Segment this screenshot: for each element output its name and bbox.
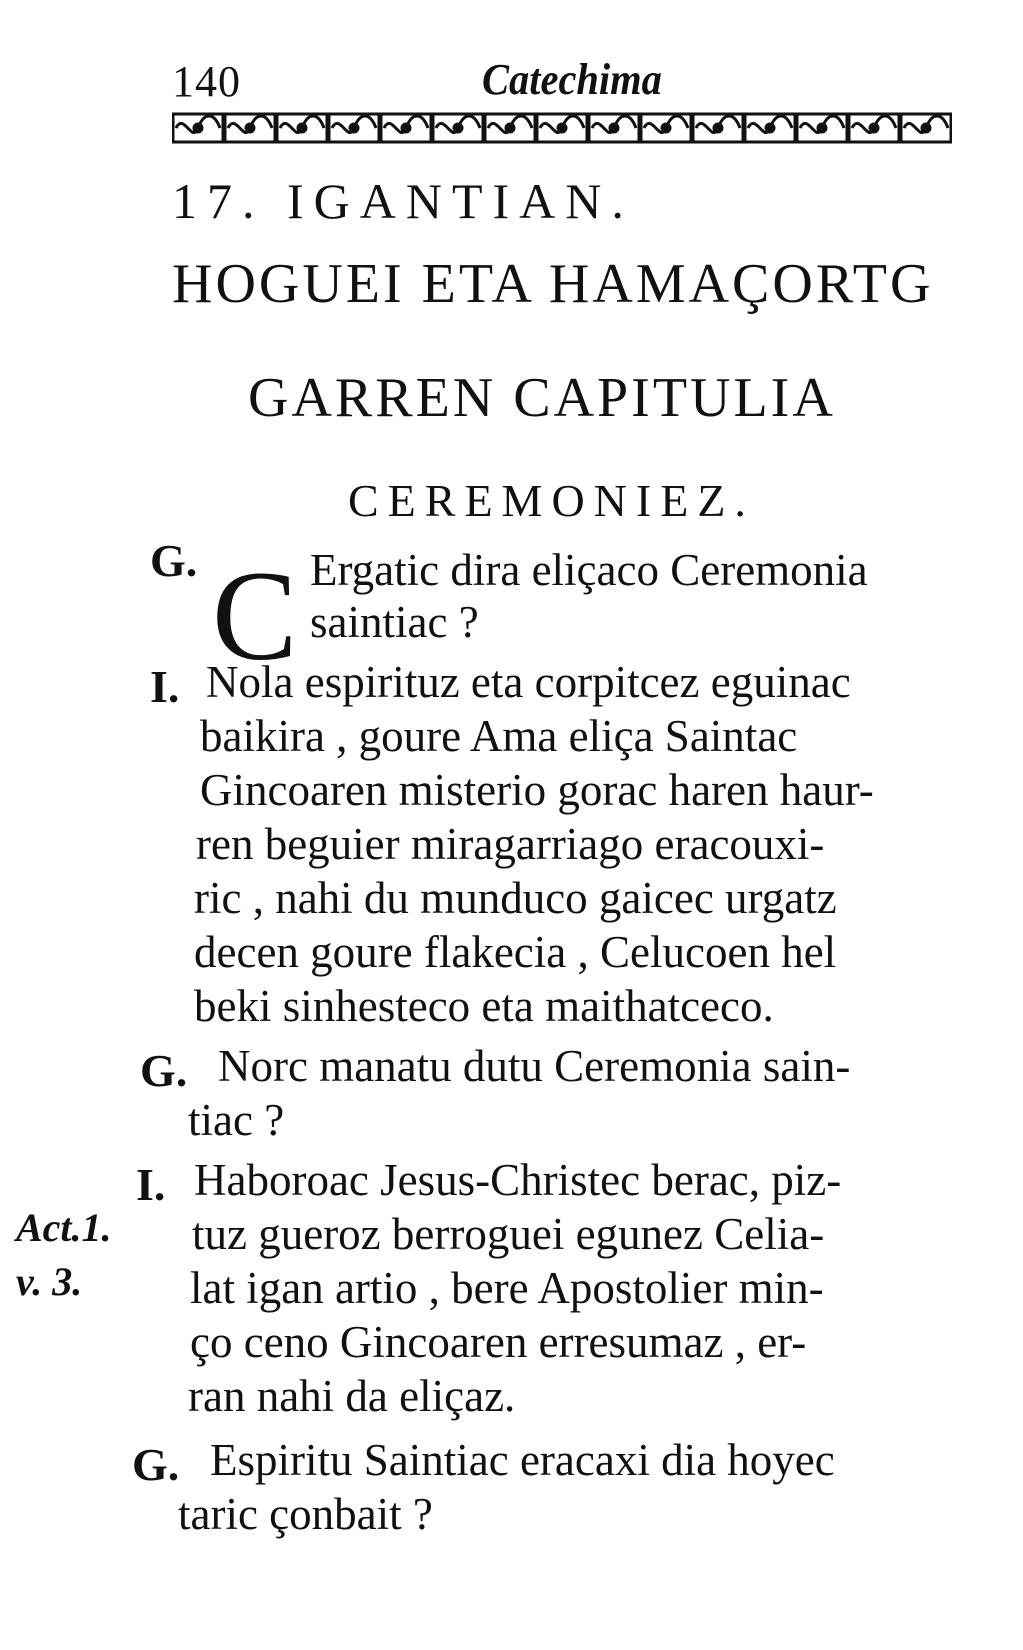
ornament-dot: [558, 124, 566, 132]
ornament-dot: [818, 124, 826, 132]
chapter-title-line-1: HOGUEI ETA HAMAÇORTG: [172, 253, 934, 315]
ornament-dot: [766, 124, 774, 132]
speaker-marker: G.: [150, 535, 198, 586]
text-line: Haboroac Jesus-Christec berac, piz-: [194, 1155, 842, 1205]
text-line: taric çonbait ?: [178, 1489, 433, 1539]
ornament-band: [172, 110, 952, 146]
text-line: decen goure flakecia , Celucoen hel: [194, 927, 837, 977]
text-line: beki sinhesteco eta maithatceco.: [194, 981, 774, 1031]
text-line: ren beguier miragarriago eracouxi-: [196, 819, 825, 869]
running-header: [172, 48, 952, 108]
ornament-dot: [610, 124, 618, 132]
speaker-marker: I.: [150, 661, 180, 712]
text-line: Espiritu Saintiac eracaxi dia hoyec: [210, 1435, 835, 1485]
ornament-dot: [870, 124, 878, 132]
text-line: ço ceno Gincoaren erresumaz , er-: [190, 1317, 807, 1367]
ornament-dot: [298, 124, 306, 132]
lesson-heading: 17. IGANTIAN.: [172, 173, 634, 229]
ornament-dot: [922, 124, 930, 132]
ornament-dot: [714, 124, 722, 132]
ornament-dot: [350, 124, 358, 132]
ornament-dot: [454, 124, 462, 132]
ornament-dot: [246, 124, 254, 132]
text-line: Ergatic dira eliçaco Ceremonia: [310, 545, 868, 595]
text-line: ran nahi da eliçaz.: [188, 1371, 516, 1421]
running-title: Catechima: [482, 55, 662, 104]
page-number: 140: [172, 57, 241, 106]
text-line: tiac ?: [188, 1095, 285, 1145]
text-line: Norc manatu dutu Ceremonia sain-: [218, 1041, 851, 1091]
margin-reference: v. 3.: [16, 1259, 83, 1304]
ornament-dot: [662, 124, 670, 132]
speaker-marker: I.: [136, 1159, 166, 1210]
chapter-title-line-2: GARREN CAPITULIA: [248, 367, 836, 429]
speaker-marker: G.: [140, 1045, 188, 1096]
text-line: ric , nahi du munduco gaicec urgatz: [194, 873, 837, 923]
ornament-dot: [506, 124, 514, 132]
text-line: saintiac ?: [310, 597, 479, 647]
text-line: Gincoaren misterio gorac haren haur-: [200, 765, 874, 815]
drop-cap: C: [212, 545, 298, 687]
text-line: Nola espirituz eta corpitcez eguinac: [206, 657, 851, 707]
text-line: baikira , goure Ama eliça Saintac: [200, 711, 798, 761]
text-line: tuz gueroz berroguei egunez Celia-: [192, 1209, 825, 1259]
ornament-dot: [402, 124, 410, 132]
ornament-dot: [194, 124, 202, 132]
speaker-marker: G.: [132, 1439, 180, 1490]
margin-reference: Act.1.: [16, 1205, 112, 1250]
chapter-subtitle: CEREMONIEZ.: [348, 475, 755, 526]
text-line: lat igan artio , bere Apostolier min-: [190, 1263, 824, 1313]
